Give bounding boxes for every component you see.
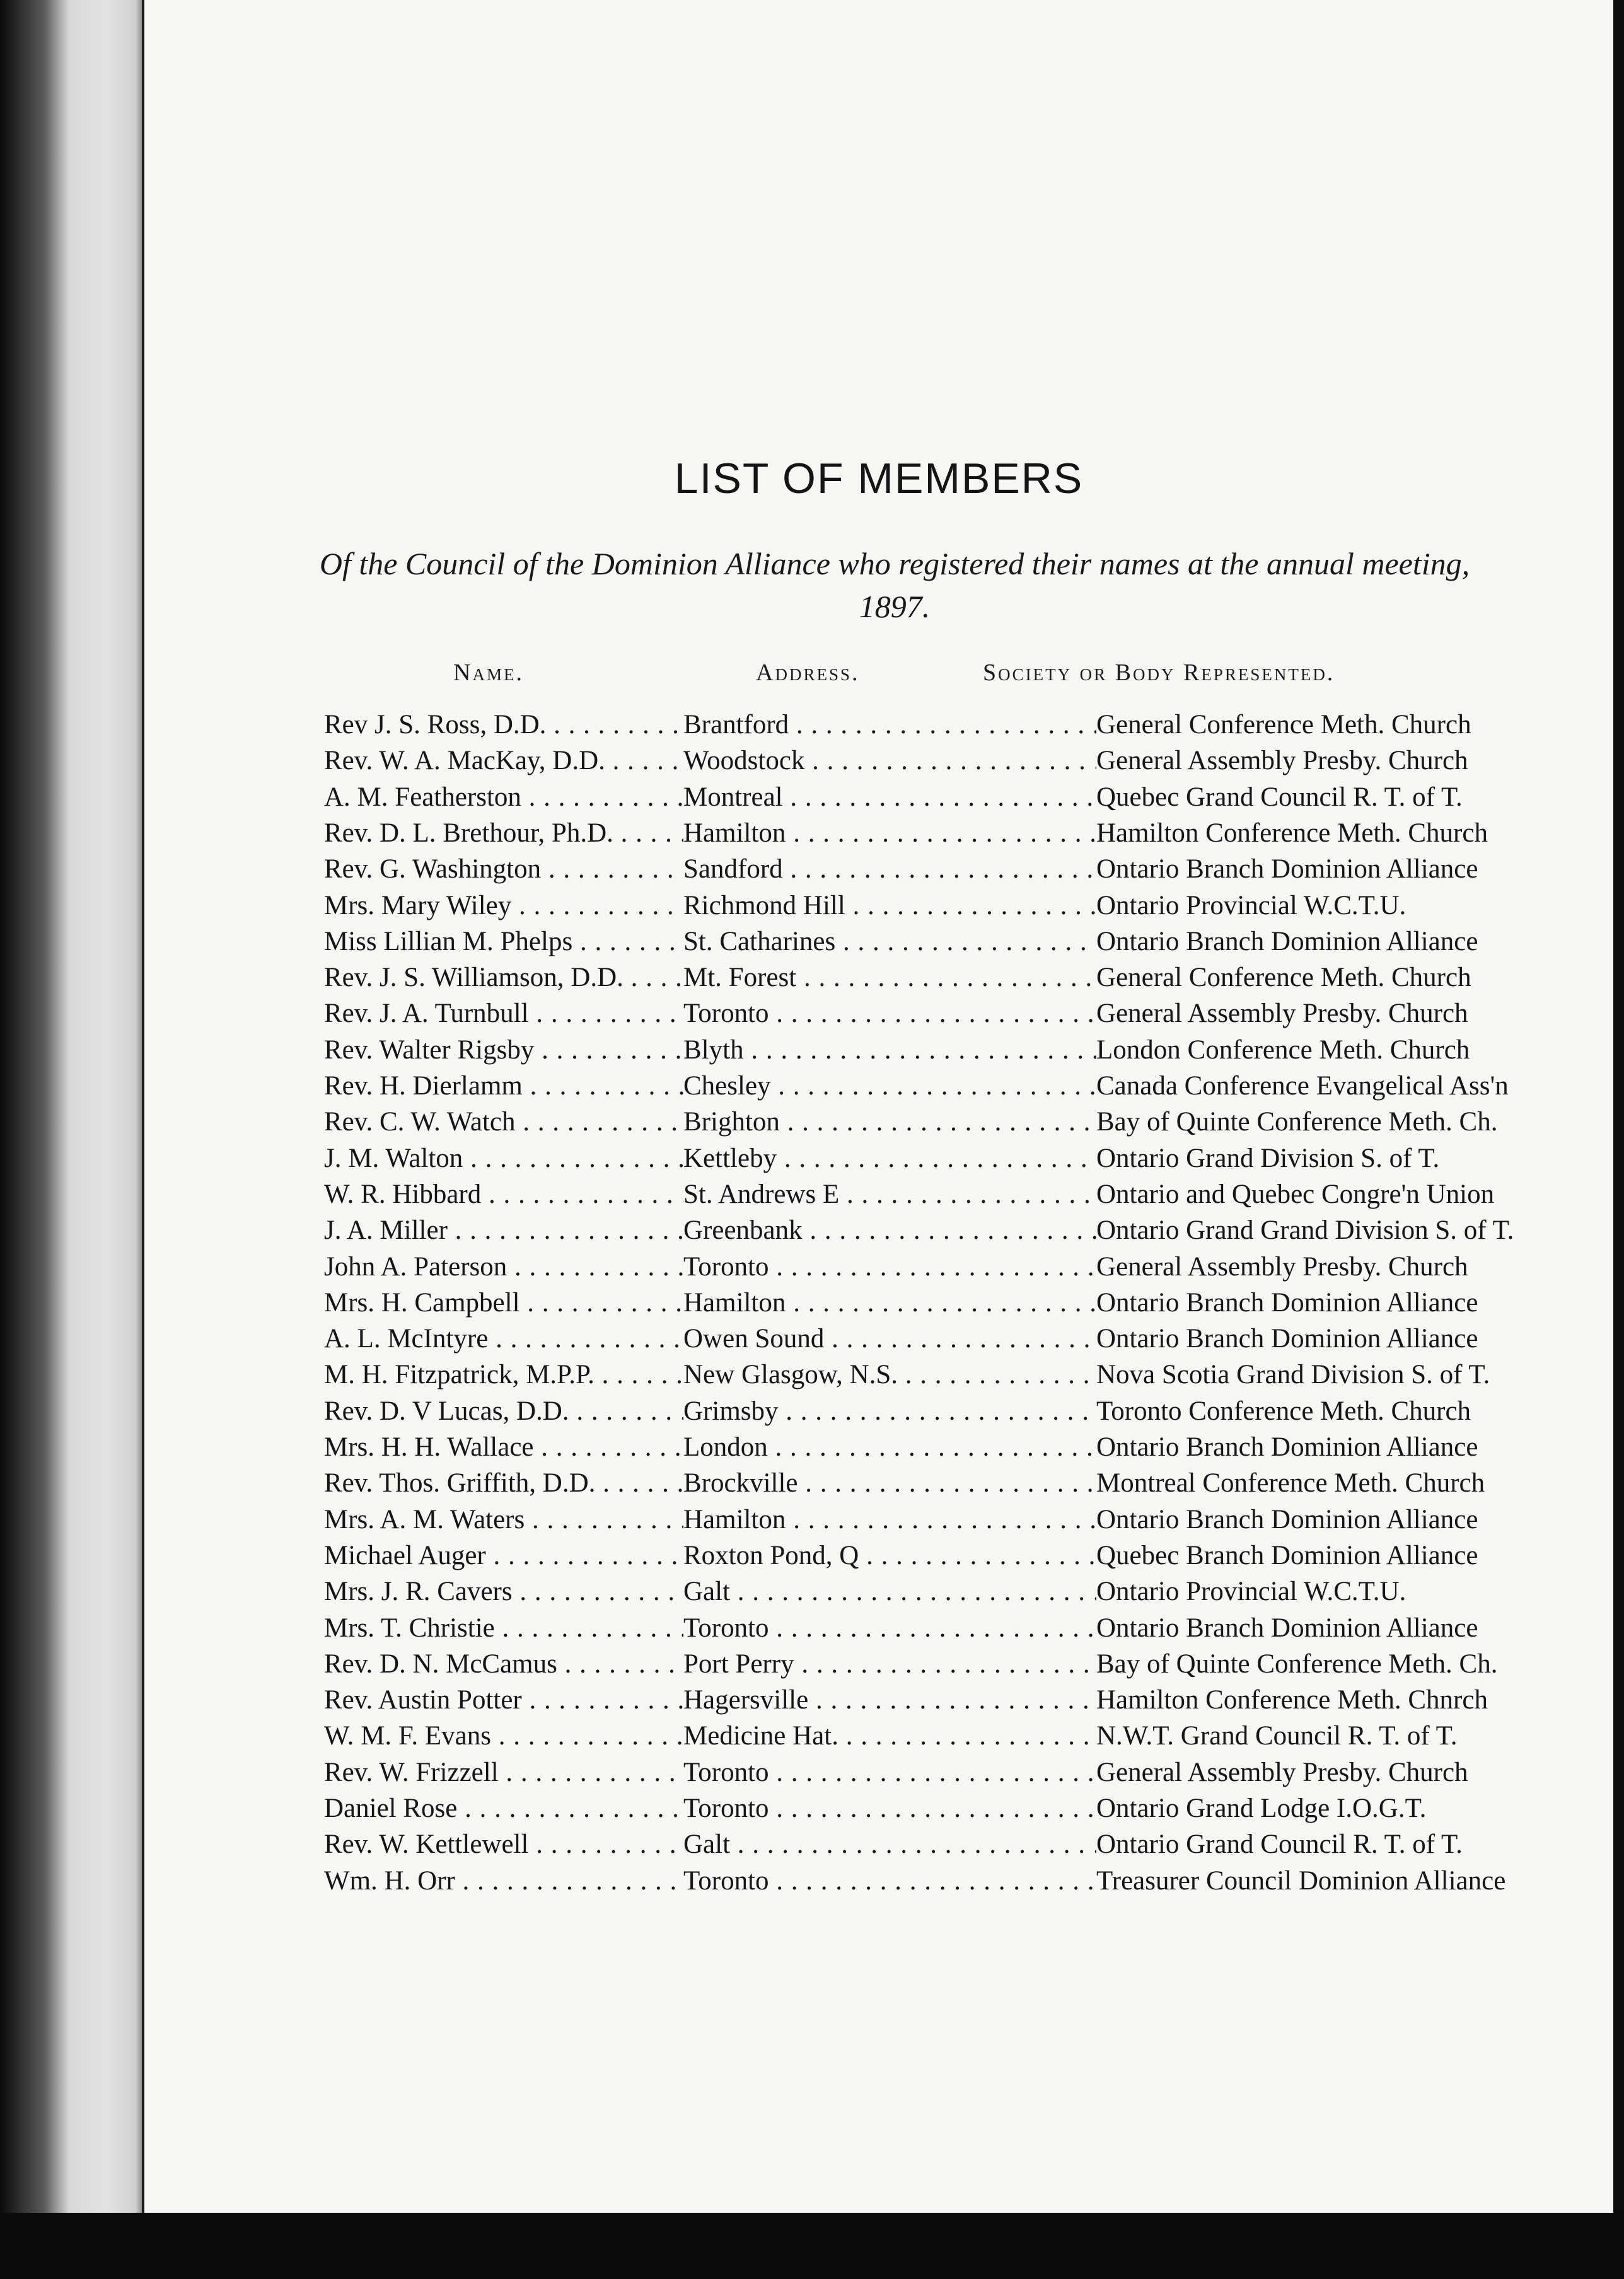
member-row [144,1793,1613,1829]
member-society: Canada Conference Evangelical Ass'n [1096,1071,1509,1101]
member-society: General Assembly Presby. Church [1096,1251,1468,1282]
member-name: Rev. C. W. Watch . . . [324,1106,683,1137]
member-society: Hamilton Conference Meth. Church [1096,818,1488,848]
member-name: John A. Paterson . . . [324,1251,683,1282]
member-name: Rev. W. Kettlewell . . . [324,1829,683,1860]
member-name: Mrs. T. Christie . . . [324,1613,683,1644]
member-name: A. L. McIntyre . . . [324,1323,683,1354]
member-society: Treasurer Council Dominion Alliance [1096,1865,1506,1896]
member-address: Hagersville . . . [683,1685,1096,1715]
member-address: Chesley . . . [683,1070,1096,1101]
member-name: Rev. J. A. Turnbull . . . [324,998,683,1029]
member-address: Medicine Hat. . . . [683,1720,1096,1751]
member-address: Owen Sound . . . [683,1323,1096,1354]
member-name: Rev. D. L. Brethour, Ph.D. . . . [324,818,683,849]
member-society: Ontario Grand Council R. T. of T. [1096,1830,1463,1860]
member-society: General Assembly Presby. Church [1096,1757,1468,1787]
member-row [144,1179,1613,1215]
member-row [144,1468,1613,1504]
member-row [144,1540,1613,1576]
member-name: Rev. J. S. Williamson, D.D. . . . [324,962,683,993]
member-name: Rev. H. Dierlamm . . . [324,1070,683,1101]
member-society: Quebec Grand Council R. T. of T. [1096,782,1463,812]
member-name: Mrs. Mary Wiley . . . [324,890,683,921]
member-address: St. Catharines . . . [683,926,1096,957]
member-society: Nova Scotia Grand Division S. of T. [1096,1360,1490,1390]
member-address: Hamilton . . . [683,818,1096,849]
column-header-name: Name. [453,659,524,686]
member-row [144,1323,1613,1359]
member-name: W. M. F. Evans . . . [324,1720,683,1751]
member-address: London . . . [683,1432,1096,1463]
member-society: Hamilton Conference Meth. Chnrch [1096,1685,1488,1715]
member-society: Ontario Branch Dominion Alliance [1096,1504,1478,1534]
member-address: Toronto . . . [683,1865,1096,1896]
member-name: Daniel Rose . . . [324,1793,683,1824]
member-name: J. M. Walton . . . [324,1143,683,1174]
member-society: Bay of Quinte Conference Meth. Ch. [1096,1649,1498,1679]
member-name: Mrs. H. Campbell . . . [324,1287,683,1318]
member-society: N.W.T. Grand Council R. T. of T. [1096,1721,1458,1751]
member-name: Mrs. A. M. Waters . . . [324,1504,683,1535]
member-name: Rev. Austin Potter . . . [324,1685,683,1715]
column-header-address: Address. [756,659,860,686]
member-address: Blyth . . . [683,1035,1096,1065]
member-society: Ontario Branch Dominion Alliance [1096,1432,1478,1462]
member-row [144,890,1613,926]
member-name: M. H. Fitzpatrick, M.P.P. . . . [324,1359,683,1390]
member-society: General Conference Meth. Church [1096,710,1471,739]
member-row [144,1070,1613,1106]
member-society: Ontario Provincial W.C.T.U. [1096,1577,1406,1607]
member-row [144,1685,1613,1720]
member-society: Bay of Quinte Conference Meth. Ch. [1096,1107,1498,1137]
member-name: Rev. D. V Lucas, D.D. . . . [324,1396,683,1427]
member-row [144,1251,1613,1287]
member-address: Toronto . . . [683,998,1096,1029]
member-address: Toronto . . . [683,1793,1096,1824]
member-address: Greenbank . . . [683,1215,1096,1246]
member-row [144,818,1613,854]
member-address: Brantford . . . [683,709,1096,740]
member-row [144,1504,1613,1540]
member-name: Wm. H. Orr . . . [324,1865,683,1896]
member-address: St. Andrews E . . . [683,1179,1096,1210]
member-society: Ontario Branch Dominion Alliance [1096,1613,1478,1643]
member-name: J. A. Miller . . . [324,1215,683,1246]
member-address: Galt . . . [683,1829,1096,1860]
scan-border-bottom [0,2213,1624,2279]
member-society: Ontario Grand Division S. of T. [1096,1143,1440,1173]
member-address: Port Perry . . . [683,1649,1096,1679]
member-address: Sandford . . . [683,854,1096,884]
member-society: Ontario and Quebec Congre'n Union [1096,1179,1495,1209]
page-title: LIST OF MEMBERS [674,455,1084,502]
member-society: London Conference Meth. Church [1096,1035,1470,1065]
document-page [142,0,1613,2213]
member-society: Ontario Grand Lodge I.O.G.T. [1096,1794,1427,1823]
member-name: W. R. Hibbard . . . [324,1179,683,1210]
member-address: Galt . . . [683,1576,1096,1607]
member-name: Rev. D. N. McCamus . . . [324,1649,683,1679]
member-row [144,709,1613,745]
member-name: Miss Lillian M. Phelps . . . [324,926,683,957]
member-row [144,1287,1613,1323]
member-society: Quebec Branch Dominion Alliance [1096,1540,1478,1570]
member-society: General Conference Meth. Church [1096,963,1471,993]
member-row [144,1649,1613,1685]
member-address: Roxton Pond, Q . . . [683,1540,1096,1571]
member-address: Hamilton . . . [683,1504,1096,1535]
member-row [144,1865,1613,1901]
page-subtitle: Of the Council of the Dominion Alliance who registered their names at the annual meeting, 1897. [319,546,1470,624]
member-society: General Assembly Presby. Church [1096,999,1468,1029]
member-society: Ontario Grand Grand Division S. of T. [1096,1215,1514,1246]
member-society: Toronto Conference Meth. Church [1096,1396,1471,1426]
member-address: Hamilton . . . [683,1287,1096,1318]
member-name: Rev. Thos. Griffith, D.D. . . . [324,1468,683,1499]
member-row [144,1829,1613,1865]
member-row [144,962,1613,998]
member-name: Rev. W. Frizzell . . . [324,1757,683,1788]
member-address: Grimsby . . . [683,1396,1096,1427]
member-name: Rev. W. A. MacKay, D.D. . . . [324,745,683,776]
member-society: Ontario Branch Dominion Alliance [1096,854,1478,884]
member-row [144,854,1613,890]
member-row [144,1720,1613,1756]
member-address: Woodstock . . . [683,745,1096,776]
member-society: Montreal Conference Meth. Church [1096,1468,1485,1499]
member-address: Brockville . . . [683,1468,1096,1499]
member-address: Brighton . . . [683,1106,1096,1137]
member-society: Ontario Provincial W.C.T.U. [1096,890,1406,920]
member-address: Kettleby . . . [683,1143,1096,1174]
member-name: Rev. Walter Rigsby . . . [324,1035,683,1065]
member-row [144,1035,1613,1070]
member-address: Toronto . . . [683,1251,1096,1282]
column-header-society: Society or Body Represented. [983,659,1335,686]
member-address: Montreal . . . [683,782,1096,813]
member-name: Mrs. J. R. Cavers . . . [324,1576,683,1607]
member-row [144,998,1613,1034]
member-row [144,782,1613,818]
member-row [144,1432,1613,1468]
member-row [144,926,1613,962]
member-name: Rev J. S. Ross, D.D. . . . [324,709,683,740]
member-society: General Assembly Presby. Church [1096,746,1468,776]
member-society: Ontario Branch Dominion Alliance [1096,926,1478,956]
member-name: Mrs. H. H. Wallace . . . [324,1432,683,1463]
member-row [144,1613,1613,1649]
member-row [144,1757,1613,1793]
member-row [144,1215,1613,1251]
book-spine-edge [0,0,158,2279]
member-society: Ontario Branch Dominion Alliance [1096,1324,1478,1354]
member-row [144,1396,1613,1432]
member-row [144,1143,1613,1179]
member-address: Mt. Forest . . . [683,962,1096,993]
member-address: Richmond Hill . . . [683,890,1096,921]
member-society: Ontario Branch Dominion Alliance [1096,1287,1478,1318]
member-address: New Glasgow, N.S. . . . [683,1359,1096,1390]
member-name: Michael Auger . . . [324,1540,683,1571]
member-row [144,1359,1613,1395]
member-address: Toronto . . . [683,1613,1096,1644]
member-address: Toronto . . . [683,1757,1096,1788]
member-name: A. M. Featherston . . . [324,782,683,813]
member-row [144,1576,1613,1612]
member-row [144,1106,1613,1142]
member-row [144,745,1613,781]
member-name: Rev. G. Washington . . . [324,854,683,884]
